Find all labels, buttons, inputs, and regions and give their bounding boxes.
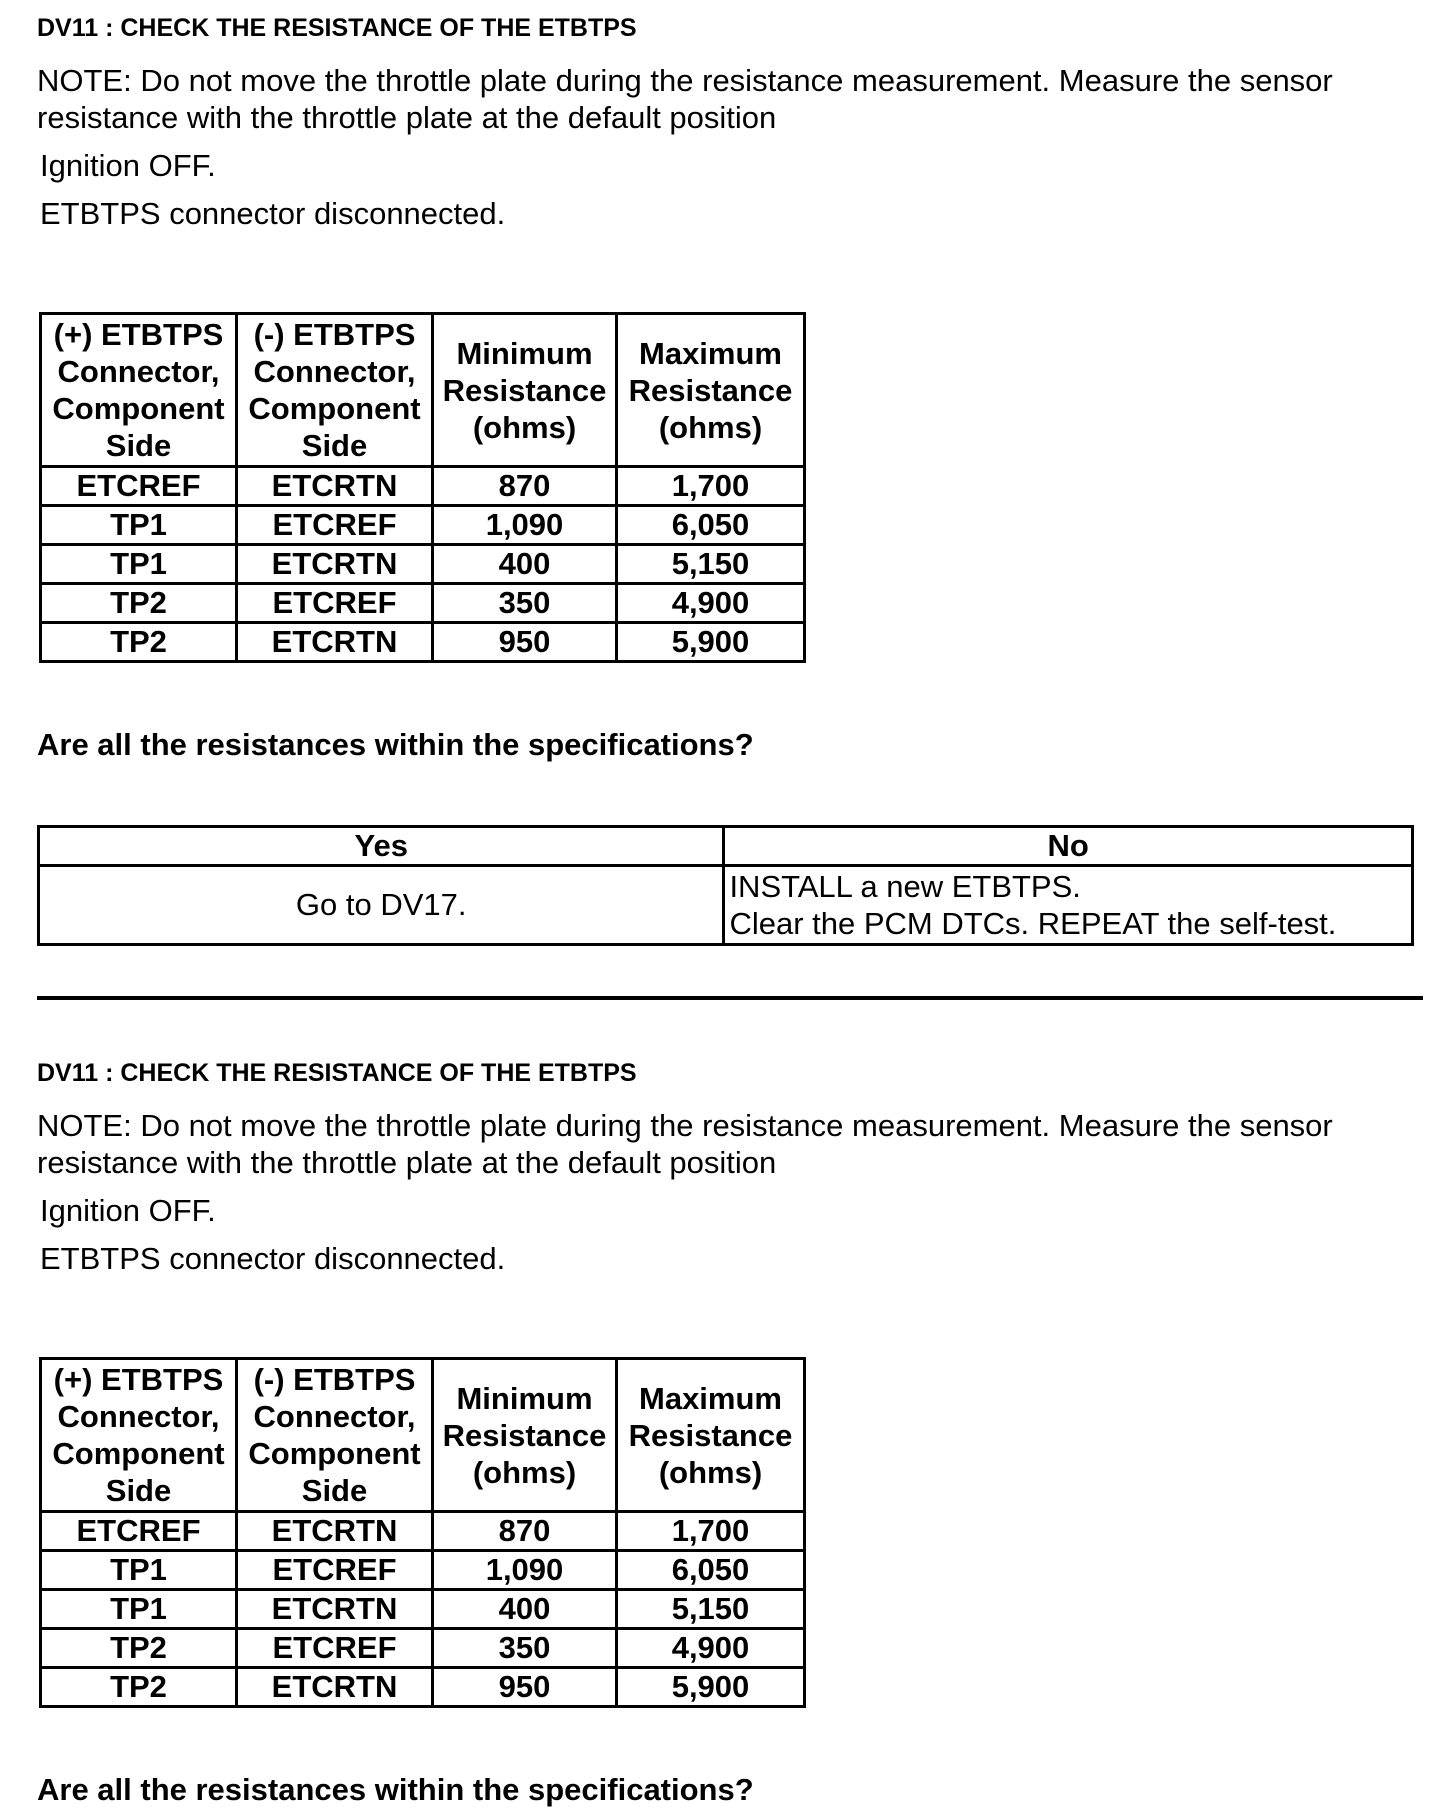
cell-negative: ETCREF xyxy=(237,1551,433,1590)
cell-positive: TP1 xyxy=(41,1551,237,1590)
cell-negative: ETCRTN xyxy=(237,1668,433,1707)
table-row xyxy=(41,1551,805,1590)
cell-maximum: 1,700 xyxy=(617,1512,805,1551)
question-text: Are all the resistances within the specifications? xyxy=(37,727,754,762)
section-title: DV11 : CHECK THE RESISTANCE OF THE ETBTPS xyxy=(37,1059,637,1087)
section-title: DV11 : CHECK THE RESISTANCE OF THE ETBTPS xyxy=(37,14,637,42)
header-maximum-resistance: Maximum Resistance (ohms) xyxy=(617,314,805,467)
cell-positive: ETCREF xyxy=(41,1512,237,1551)
condition-ignition: Ignition OFF. xyxy=(40,148,216,183)
no-header: No xyxy=(724,827,1413,866)
yes-action: Go to DV17. xyxy=(39,866,724,945)
question-text: Are all the resistances within the specifications? xyxy=(37,1772,754,1807)
table-row xyxy=(41,545,805,584)
cell-minimum: 1,090 xyxy=(433,506,617,545)
condition-ignition: Ignition OFF. xyxy=(40,1193,216,1228)
cell-negative: ETCRTN xyxy=(237,467,433,506)
no-action-line: INSTALL a new ETBTPS. xyxy=(729,869,1081,904)
cell-maximum: 1,700 xyxy=(617,467,805,506)
cell-minimum: 350 xyxy=(433,584,617,623)
table-row xyxy=(41,623,805,662)
cell-positive: ETCREF xyxy=(41,467,237,506)
cell-maximum: 4,900 xyxy=(617,1629,805,1668)
cell-positive: TP2 xyxy=(41,623,237,662)
table-header-row xyxy=(41,314,805,467)
cell-maximum: 6,050 xyxy=(617,506,805,545)
resistance-table xyxy=(39,1357,806,1708)
header-negative-connector: (-) ETBTPS Connector, Component Side xyxy=(237,314,433,467)
header-maximum-resistance: Maximum Resistance (ohms) xyxy=(617,1359,805,1512)
cell-negative: ETCREF xyxy=(237,584,433,623)
yes-header: Yes xyxy=(39,827,724,866)
cell-negative: ETCRTN xyxy=(237,623,433,662)
cell-negative: ETCREF xyxy=(237,506,433,545)
cell-positive: TP1 xyxy=(41,1590,237,1629)
yes-no-table xyxy=(37,825,1414,946)
header-positive-connector: (+) ETBTPS Connector, Component Side xyxy=(41,314,237,467)
cell-negative: ETCRTN xyxy=(237,1590,433,1629)
cell-positive: TP2 xyxy=(41,584,237,623)
table-row xyxy=(41,1668,805,1707)
cell-minimum: 1,090 xyxy=(433,1551,617,1590)
no-action xyxy=(724,866,1413,945)
cell-maximum: 5,900 xyxy=(617,623,805,662)
table-row xyxy=(41,1629,805,1668)
cell-minimum: 950 xyxy=(433,623,617,662)
cell-minimum: 400 xyxy=(433,1590,617,1629)
header-minimum-resistance: Minimum Resistance (ohms) xyxy=(433,314,617,467)
cell-maximum: 5,150 xyxy=(617,1590,805,1629)
table-row xyxy=(41,467,805,506)
table-row xyxy=(41,506,805,545)
cell-positive: TP1 xyxy=(41,545,237,584)
cell-maximum: 6,050 xyxy=(617,1551,805,1590)
table-row xyxy=(41,1512,805,1551)
cell-minimum: 350 xyxy=(433,1629,617,1668)
cell-minimum: 950 xyxy=(433,1668,617,1707)
cell-minimum: 400 xyxy=(433,545,617,584)
note-text: NOTE: Do not move the throttle plate during the resistance measurement. Measure the sensor resistance with the throttle plate at the default position xyxy=(37,63,1333,135)
cell-negative: ETCRTN xyxy=(237,545,433,584)
cell-negative: ETCRTN xyxy=(237,1512,433,1551)
header-minimum-resistance: Minimum Resistance (ohms) xyxy=(433,1359,617,1512)
yes-no-header-row xyxy=(39,827,1413,866)
header-negative-connector: (-) ETBTPS Connector, Component Side xyxy=(237,1359,433,1512)
yes-no-action-row xyxy=(39,866,1413,945)
section-divider xyxy=(37,996,1423,1000)
note-text: NOTE: Do not move the throttle plate during the resistance measurement. Measure the sensor resistance with the throttle plate at the default position xyxy=(37,1108,1333,1180)
resistance-table xyxy=(39,312,806,663)
header-positive-connector: (+) ETBTPS Connector, Component Side xyxy=(41,1359,237,1512)
cell-maximum: 4,900 xyxy=(617,584,805,623)
cell-minimum: 870 xyxy=(433,467,617,506)
table-row xyxy=(41,584,805,623)
cell-positive: TP1 xyxy=(41,506,237,545)
cell-negative: ETCREF xyxy=(237,1629,433,1668)
condition-connector: ETBTPS connector disconnected. xyxy=(40,1241,506,1276)
cell-positive: TP2 xyxy=(41,1629,237,1668)
cell-maximum: 5,900 xyxy=(617,1668,805,1707)
no-action-line: Clear the PCM DTCs. REPEAT the self-test. xyxy=(729,906,1337,941)
table-header-row xyxy=(41,1359,805,1512)
cell-maximum: 5,150 xyxy=(617,545,805,584)
cell-positive: TP2 xyxy=(41,1668,237,1707)
table-row xyxy=(41,1590,805,1629)
condition-connector: ETBTPS connector disconnected. xyxy=(40,196,506,231)
cell-minimum: 870 xyxy=(433,1512,617,1551)
